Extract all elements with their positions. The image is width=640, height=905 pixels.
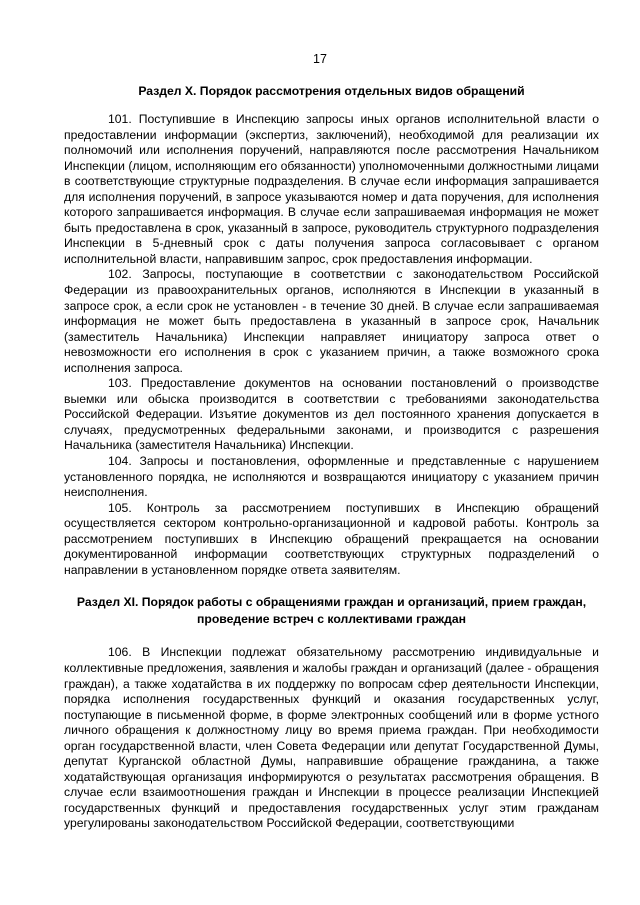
page-number: 17 (313, 52, 327, 66)
section-heading: Раздел XI. Порядок работы с обращениями граждан и организаций, прием граждан, проведение встреч с коллективами граждан (76, 595, 587, 627)
paragraph-106: 106. В Инспекции подлежат обязательному рассмотрению индивидуальные и коллективные предложения, заявления и жалобы граждан и организаций (далее - обращения граждан), а также ходатайства в их поддержку по вопросам сфер деятельности Инспекции, порядка исполнения государственных функций и оказания государственных услуг, поступающие в письменной форме, в форме электронных сообщений или в форме устного личного обращения к должностному лицу во время приема граждан. При необходимости орган государственной власти, член Совета Федерации или депутат Государственной Думы, депутат Курганской областной Думы, направившие обращение гражданина, а также ходатайствующая организация информируются о результатах рассмотрения обращения. В случае если взаимоотношения граждан и Инспекции в процессе реализации Инспекцией государственных функций и предоставления государственных услуг этим гражданам урегулированы законодательством Российской Федерации, соответствующими (64, 645, 599, 831)
document-body (64, 83, 599, 832)
paragraph-105: 105. Контроль за рассмотрением поступивших в Инспекцию обращений осуществляется сектором контрольно-организационной и кадровой работы. Контроль за рассмотрением поступивших в Инспекцию обращений прекращается на основании документированной информации соответствующих структурных подразделений о направлении в установленном порядке ответа заявителям. (64, 500, 599, 577)
paragraph-104: 104. Запросы и постановления, оформленные и представленные с нарушением установленного порядка, не исполняются и возвращаются инициатору с указанием причин неисполнения. (64, 454, 599, 500)
paragraph-101: 101. Поступившие в Инспекцию запросы иных органов исполнительной власти о предоставлении информации (экспертиз, заключений), необходимой для реализации их полномочий или исполнения поручений, направляются после рассмотрения Начальником Инспекции (лицом, исполняющим его обязанности) уполномоченными должностными лицами в соответствующие структурные подразделения. В случае если информация запрашивается для исполнения поручений, в запросе указываются номер и дата поручения, для исполнения которого запрашивается информация. В случае если запрашиваемая информация не может быть предоставлена в срок, указанный в запросе, руководитель структурного подразделения Инспекции в 5-дневный срок с даты получения запроса согласовывает с органом исполнительной власти, направившим запрос, срок предоставления информации. (64, 112, 599, 266)
section-heading: Раздел X. Порядок рассмотрения отдельных видов обращений (138, 84, 525, 98)
paragraph-102: 102. Запросы, поступающие в соответствии с законодательством Российской Федерации из правоохранительных органов, исполняются в Инспекции в указанный в запросе срок, а если срок не установлен - в течение 30 дней. В случае если запрашиваемая информация не может быть предоставлена в указанный в запросе срок, Начальник (заместитель Начальника) Инспекции направляет инициатору запроса ответ о невозможности его исполнения в срок с указанием причин, а также возможного срока исполнения запроса. (64, 267, 599, 375)
paragraph-103: 103. Предоставление документов на основании постановлений о производстве выемки или обыска производится в соответствии с требованиями законодательства Российской Федерации. Изъятие документов из дел постоянного хранения допускается в случаях, предусмотренных федеральными законами, и производится с разрешения Начальника (заместителя Начальника) Инспекции. (64, 376, 599, 453)
